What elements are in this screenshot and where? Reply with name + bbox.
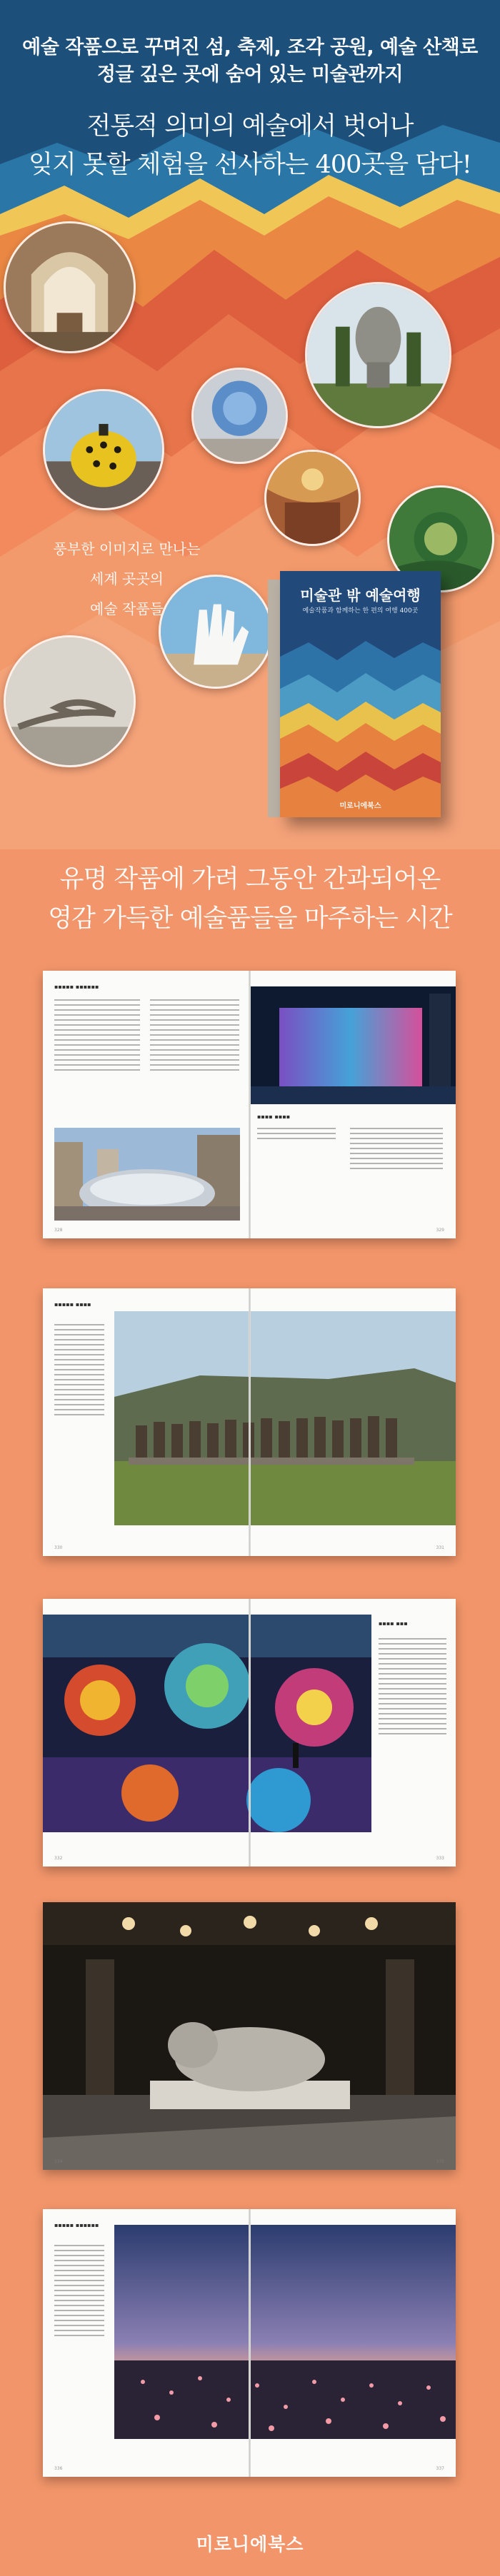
spread-1-text-col-4 [350,1128,443,1173]
photo-spiral-jetty [4,635,136,767]
spread-1-text-col-1 [54,999,140,1074]
hero-subtitle-line-2: 정글 깊은 곳에 숨어 있는 미술관까지 [96,64,404,86]
spread-2-gutter [249,1288,251,1556]
spread-1-page-right: 329 [436,1228,444,1233]
hero-tagline [0,107,500,184]
hero-tagline-line-1: 전통적 의미의 예술에서 벗어나 [86,112,414,141]
spread-3-page-right: 333 [436,1856,444,1861]
hero-caption-line-1: 풍부한 이미지로 만나는 [53,540,201,557]
spread-5-photo-field-of-light [114,2225,456,2439]
book-spread-2 [43,1288,456,1556]
book-spread-5 [43,2209,456,2477]
hero-tagline-line-2: 잊지 못할 체험을 선사하는 400곳을 담다! [29,151,471,179]
hero-subtitle [0,34,500,89]
spread-5-gutter [249,2209,251,2477]
headline-line-1: 유명 작품에 가려 그동안 간과되어온 [59,865,441,894]
spread-3-photo-immersive-exhibit [43,1615,371,1832]
hero-caption-line-3: 예술 작품들 [90,600,164,617]
book-spread-4 [43,1902,456,2170]
spread-1-text-col-3 [257,1128,336,1143]
spread-3-text-col [379,1638,446,1738]
spread-5-page-right: 337 [436,2466,444,2471]
spread-1-heading: ▪▪▪▪▪ ▪▪▪▪▪▪ [54,984,99,990]
photo-ornate-chapel [264,450,361,546]
spread-3-page-left: 332 [54,1856,63,1861]
hero-subtitle-line-1: 예술 작품으로 꾸며진 섬, 축제, 조각 공원, 예술 산책로 [22,36,478,59]
spread-1-photo-cloud-gate [54,1128,240,1221]
headline-line-2: 영감 가득한 예술품들을 마주하는 시간 [48,904,452,933]
spread-1-text-col-2 [150,999,239,1074]
spread-1-page-left: 328 [54,1228,63,1233]
photo-giant-sculpture [305,282,451,428]
publisher-logo: 미로니에북스 [196,2534,304,2555]
spread-5-heading: ▪▪▪▪▪ ▪▪▪▪▪▪ [54,2222,99,2228]
spread-2-heading: ▪▪▪▪▪ ▪▪▪▪ [54,1301,91,1308]
spread-2-page-left: 330 [54,1545,63,1550]
photo-pumpkin-sculpture [43,389,164,510]
book-spread-3 [43,1599,456,1867]
hero-caption [50,534,204,624]
book-publisher: 미로니에북스 [339,802,381,810]
spread-2-text-col-1 [54,1324,104,1419]
spread-4-photo-elephant-hall [43,1902,456,2170]
spread-1-caption: ▪▪▪▪ ▪▪▪▪ [257,1113,291,1120]
section-headline [0,860,500,939]
hero-caption-line-2: 세계 곳곳의 [90,570,164,587]
spread-1-photo-projection-building [251,986,456,1104]
spread-5-page-left: 336 [54,2466,63,2471]
book-title: 미술관 밖 예술여행 [300,587,421,604]
spread-2-photo-moai [114,1311,456,1525]
spread-3-heading: ▪▪▪▪ ▪▪▪ [379,1620,408,1627]
photo-museum-hall [4,221,136,353]
photo-skyspace [191,368,288,464]
spread-4-page-right: 335 [436,2159,444,2164]
book-spread-1 [43,971,456,1238]
spread-2-page-right: 331 [436,1545,444,1550]
book-cover [280,571,441,817]
spread-5-text-col-1 [54,2245,104,2340]
spread-4-page-left: 334 [54,2159,63,2164]
book-subtitle: 예술작품과 함께하는 한 편의 여행 400곳 [302,607,419,615]
spread-3-gutter [249,1599,251,1867]
